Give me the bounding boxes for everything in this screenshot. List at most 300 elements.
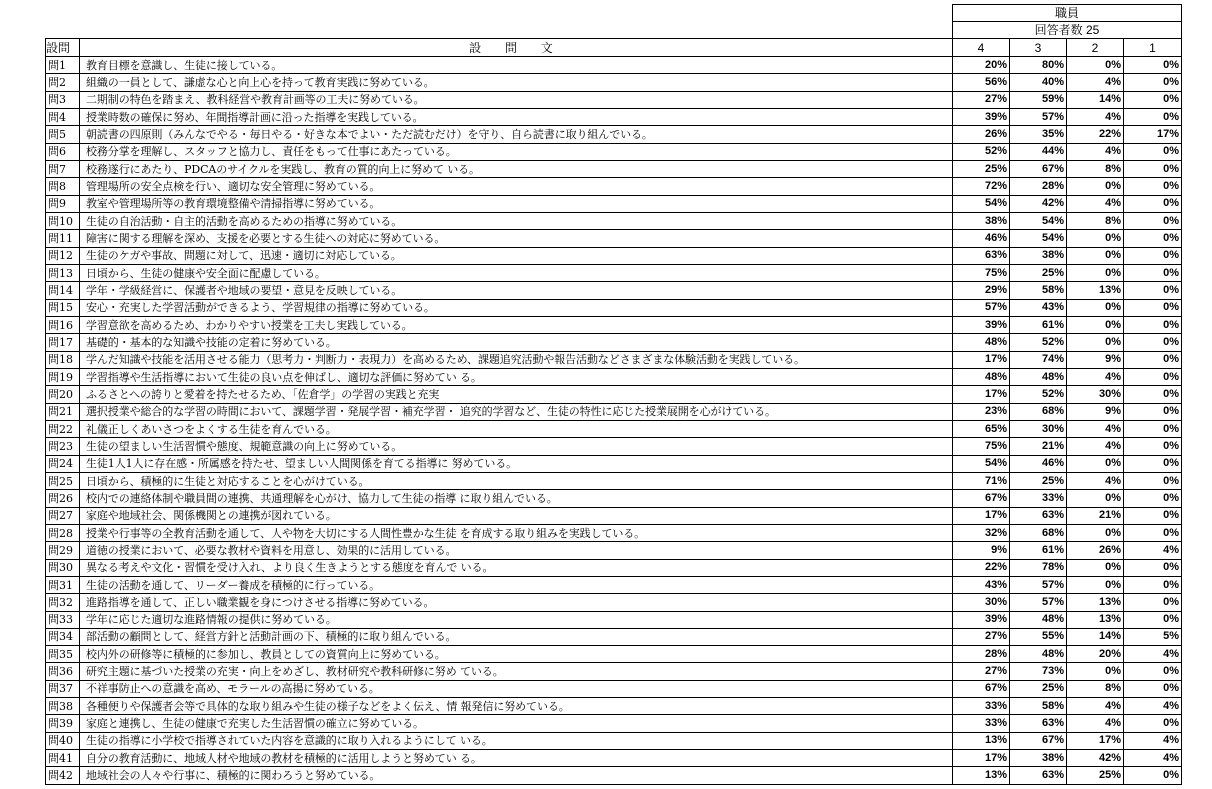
score-4-pct: 17% xyxy=(953,507,1010,524)
table-row xyxy=(46,351,1182,368)
score-3-pct: 40% xyxy=(1010,74,1067,91)
score-1-pct: 0% xyxy=(1124,74,1182,91)
score-3-pct: 52% xyxy=(1010,334,1067,351)
score-2-pct: 4% xyxy=(1067,108,1124,125)
table-row xyxy=(46,264,1182,281)
score-4-pct: 17% xyxy=(953,750,1010,767)
score-2-pct: 0% xyxy=(1067,316,1124,333)
scale-3-header: 3 xyxy=(1010,39,1067,57)
question-text: 安心・充実した学習活動ができるよう、学習規律の指導に努めている。 xyxy=(80,299,953,316)
score-2-pct: 0% xyxy=(1067,334,1124,351)
score-3-pct: 44% xyxy=(1010,143,1067,160)
score-4-pct: 30% xyxy=(953,594,1010,611)
table-row xyxy=(46,698,1182,715)
score-1-pct: 0% xyxy=(1124,715,1182,732)
question-text: 各種便りや保護者会等で具体的な取り組みや生徒の様子などをよく伝え、情 報発信に努めている。 xyxy=(80,698,953,715)
score-1-pct: 0% xyxy=(1124,490,1182,507)
score-4-pct: 65% xyxy=(953,420,1010,437)
question-text: 学年に応じた適切な進路情報の提供に努めている。 xyxy=(80,611,953,628)
table-row xyxy=(46,542,1182,559)
score-4-pct: 43% xyxy=(953,576,1010,593)
score-4-pct: 56% xyxy=(953,74,1010,91)
score-1-pct: 0% xyxy=(1124,143,1182,160)
question-id: 問3 xyxy=(46,91,80,108)
score-4-pct: 72% xyxy=(953,178,1010,195)
score-3-pct: 48% xyxy=(1010,368,1067,385)
table-row xyxy=(46,594,1182,611)
score-1-pct: 0% xyxy=(1124,91,1182,108)
score-1-pct: 0% xyxy=(1124,594,1182,611)
question-id: 問21 xyxy=(46,403,80,420)
score-4-pct: 54% xyxy=(953,195,1010,212)
question-text: 教室や管理場所等の教育環境整備や清掃指導に努めている。 xyxy=(80,195,953,212)
score-4-pct: 39% xyxy=(953,316,1010,333)
table-row xyxy=(46,74,1182,91)
question-id: 問22 xyxy=(46,420,80,437)
score-4-pct: 13% xyxy=(953,767,1010,784)
table-row xyxy=(46,628,1182,645)
table-row xyxy=(46,715,1182,732)
score-1-pct: 0% xyxy=(1124,420,1182,437)
score-2-pct: 0% xyxy=(1067,178,1124,195)
score-1-pct: 4% xyxy=(1124,732,1182,749)
score-2-pct: 8% xyxy=(1067,212,1124,229)
table-row xyxy=(46,143,1182,160)
score-2-pct: 8% xyxy=(1067,160,1124,177)
score-3-pct: 42% xyxy=(1010,195,1067,212)
score-1-pct: 0% xyxy=(1124,178,1182,195)
question-text: 研究主題に基づいた授業の充実・向上をめざし、教材研究や教科研修に努め ている。 xyxy=(80,663,953,680)
score-3-pct: 48% xyxy=(1010,611,1067,628)
score-1-pct: 0% xyxy=(1124,160,1182,177)
score-3-pct: 38% xyxy=(1010,750,1067,767)
survey-rows xyxy=(46,57,1182,785)
score-1-pct: 0% xyxy=(1124,368,1182,385)
score-1-pct: 0% xyxy=(1124,611,1182,628)
score-1-pct: 0% xyxy=(1124,247,1182,264)
question-id: 問23 xyxy=(46,438,80,455)
score-1-pct: 0% xyxy=(1124,264,1182,281)
score-1-pct: 0% xyxy=(1124,108,1182,125)
table-row xyxy=(46,160,1182,177)
table-row xyxy=(46,490,1182,507)
score-2-pct: 0% xyxy=(1067,57,1124,74)
score-2-pct: 9% xyxy=(1067,351,1124,368)
question-text: 二期制の特色を踏まえ、教科経営や教育計画等の工夫に努めている。 xyxy=(80,91,953,108)
question-text: 障害に関する理解を深め、支援を必要とする生徒への対応に努めている。 xyxy=(80,230,953,247)
score-2-pct: 0% xyxy=(1067,663,1124,680)
question-id: 問2 xyxy=(46,74,80,91)
score-1-pct: 0% xyxy=(1124,299,1182,316)
score-2-pct: 0% xyxy=(1067,559,1124,576)
score-1-pct: 0% xyxy=(1124,212,1182,229)
question-id: 問35 xyxy=(46,646,80,663)
score-1-pct: 0% xyxy=(1124,403,1182,420)
score-3-pct: 73% xyxy=(1010,663,1067,680)
score-2-pct: 4% xyxy=(1067,195,1124,212)
question-id: 問41 xyxy=(46,750,80,767)
score-2-pct: 0% xyxy=(1067,576,1124,593)
question-text: 校内外の研修等に積極的に参加し、教員としての資質向上に努めている。 xyxy=(80,646,953,663)
score-4-pct: 75% xyxy=(953,438,1010,455)
score-1-pct: 0% xyxy=(1124,507,1182,524)
table-row xyxy=(46,732,1182,749)
table-row xyxy=(46,611,1182,628)
question-text: 生徒の指導に小学校で指導されていた内容を意識的に取り入れるようにして いる。 xyxy=(80,732,953,749)
score-4-pct: 33% xyxy=(953,715,1010,732)
score-1-pct: 0% xyxy=(1124,334,1182,351)
score-3-pct: 54% xyxy=(1010,230,1067,247)
score-1-pct: 0% xyxy=(1124,455,1182,472)
table-row xyxy=(46,559,1182,576)
table-row xyxy=(46,212,1182,229)
score-4-pct: 28% xyxy=(953,646,1010,663)
score-2-pct: 0% xyxy=(1067,524,1124,541)
question-id: 問39 xyxy=(46,715,80,732)
score-1-pct: 0% xyxy=(1124,316,1182,333)
question-id: 問19 xyxy=(46,368,80,385)
table-row xyxy=(46,403,1182,420)
score-1-pct: 0% xyxy=(1124,230,1182,247)
question-text: 礼儀正しくあいさつをよくする生徒を育んでいる。 xyxy=(80,420,953,437)
question-id: 問5 xyxy=(46,126,80,143)
question-id: 問9 xyxy=(46,195,80,212)
score-3-pct: 63% xyxy=(1010,715,1067,732)
score-3-pct: 25% xyxy=(1010,264,1067,281)
score-3-pct: 25% xyxy=(1010,680,1067,697)
score-3-pct: 21% xyxy=(1010,438,1067,455)
score-1-pct: 0% xyxy=(1124,282,1182,299)
question-id: 問33 xyxy=(46,611,80,628)
question-id: 問24 xyxy=(46,455,80,472)
score-4-pct: 48% xyxy=(953,334,1010,351)
score-4-pct: 48% xyxy=(953,368,1010,385)
score-2-pct: 13% xyxy=(1067,282,1124,299)
score-4-pct: 17% xyxy=(953,386,1010,403)
score-3-pct: 55% xyxy=(1010,628,1067,645)
score-2-pct: 17% xyxy=(1067,732,1124,749)
score-1-pct: 0% xyxy=(1124,559,1182,576)
question-text: 生徒1人1人に存在感・所属感を持たせ、望ましい人間関係を育てる指導に 努めている。 xyxy=(80,455,953,472)
question-id-header: 設問 xyxy=(46,39,80,57)
score-1-pct: 0% xyxy=(1124,57,1182,74)
table-row xyxy=(46,108,1182,125)
table-row xyxy=(46,334,1182,351)
question-id: 問28 xyxy=(46,524,80,541)
question-text: 朝読書の四原則（みんなでやる・毎日やる・好きな本でよい・ただ読むだけ）を守り、自ら読書に取り組んでいる。 xyxy=(80,126,953,143)
question-text: 不祥事防止への意識を高め、モラールの高揚に努めている。 xyxy=(80,680,953,697)
question-id: 問31 xyxy=(46,576,80,593)
question-id: 問36 xyxy=(46,663,80,680)
question-id: 問42 xyxy=(46,767,80,784)
table-row xyxy=(46,524,1182,541)
score-1-pct: 0% xyxy=(1124,576,1182,593)
table-row xyxy=(46,576,1182,593)
score-3-pct: 30% xyxy=(1010,420,1067,437)
score-4-pct: 38% xyxy=(953,212,1010,229)
score-3-pct: 63% xyxy=(1010,507,1067,524)
score-4-pct: 20% xyxy=(953,57,1010,74)
score-4-pct: 39% xyxy=(953,611,1010,628)
question-id: 問20 xyxy=(46,386,80,403)
question-id: 問27 xyxy=(46,507,80,524)
score-2-pct: 22% xyxy=(1067,126,1124,143)
score-4-pct: 23% xyxy=(953,403,1010,420)
question-id: 問7 xyxy=(46,160,80,177)
score-1-pct: 0% xyxy=(1124,438,1182,455)
question-text: 道徳の授業において、必要な教材や資料を用意し、効果的に活用している。 xyxy=(80,542,953,559)
table-row xyxy=(46,420,1182,437)
table-row xyxy=(46,57,1182,74)
table-row xyxy=(46,646,1182,663)
score-3-pct: 38% xyxy=(1010,247,1067,264)
score-1-pct: 4% xyxy=(1124,646,1182,663)
table-row xyxy=(46,195,1182,212)
question-id: 問26 xyxy=(46,490,80,507)
score-2-pct: 13% xyxy=(1067,611,1124,628)
question-text: 授業や行事等の全教育活動を通して、人や物を大切にする人間性豊かな生徒 を育成する取り組みを実践している。 xyxy=(80,524,953,541)
group-header: 職員 xyxy=(953,5,1182,22)
score-2-pct: 25% xyxy=(1067,767,1124,784)
score-4-pct: 9% xyxy=(953,542,1010,559)
score-3-pct: 57% xyxy=(1010,594,1067,611)
score-2-pct: 4% xyxy=(1067,368,1124,385)
table-row xyxy=(46,247,1182,264)
score-2-pct: 9% xyxy=(1067,403,1124,420)
score-2-pct: 8% xyxy=(1067,680,1124,697)
score-4-pct: 67% xyxy=(953,490,1010,507)
score-3-pct: 54% xyxy=(1010,212,1067,229)
score-4-pct: 46% xyxy=(953,230,1010,247)
question-text-header: 設 問 文 xyxy=(80,39,953,57)
score-4-pct: 26% xyxy=(953,126,1010,143)
question-id: 問4 xyxy=(46,108,80,125)
score-2-pct: 30% xyxy=(1067,386,1124,403)
question-text: ふるさとへの誇りと愛着を持たせるため、「佐倉学」の学習の実践と充実 xyxy=(80,386,953,403)
question-text: 生徒の望ましい生活習慣や態度、規範意識の向上に努めている。 xyxy=(80,438,953,455)
score-2-pct: 0% xyxy=(1067,247,1124,264)
score-2-pct: 14% xyxy=(1067,628,1124,645)
question-text: 選択授業や総合的な学習の時間において、課題学習・発展学習・補充学習・ 追究的学習など、生徒の特性に応じた授業展開を心がけている。 xyxy=(80,403,953,420)
score-2-pct: 26% xyxy=(1067,542,1124,559)
question-id: 問25 xyxy=(46,472,80,489)
table-row xyxy=(46,282,1182,299)
score-2-pct: 13% xyxy=(1067,594,1124,611)
score-4-pct: 17% xyxy=(953,351,1010,368)
score-1-pct: 0% xyxy=(1124,195,1182,212)
score-1-pct: 0% xyxy=(1124,386,1182,403)
table-row xyxy=(46,299,1182,316)
question-text: 日頃から、生徒の健康や安全面に配慮している。 xyxy=(80,264,953,281)
question-text: 学習指導や生活指導において生徒の良い点を伸ばし、適切な評価に努めてい る。 xyxy=(80,368,953,385)
score-1-pct: 17% xyxy=(1124,126,1182,143)
score-3-pct: 28% xyxy=(1010,178,1067,195)
score-4-pct: 29% xyxy=(953,282,1010,299)
question-id: 問10 xyxy=(46,212,80,229)
score-3-pct: 59% xyxy=(1010,91,1067,108)
score-3-pct: 68% xyxy=(1010,403,1067,420)
question-id: 問8 xyxy=(46,178,80,195)
table-row xyxy=(46,680,1182,697)
question-text: 日頃から、積極的に生徒と対応することを心がけている。 xyxy=(80,472,953,489)
score-4-pct: 27% xyxy=(953,663,1010,680)
score-3-pct: 61% xyxy=(1010,542,1067,559)
score-3-pct: 67% xyxy=(1010,160,1067,177)
score-1-pct: 5% xyxy=(1124,628,1182,645)
score-1-pct: 0% xyxy=(1124,351,1182,368)
score-3-pct: 25% xyxy=(1010,472,1067,489)
question-text: 学んだ知識や技能を活用させる能力（思考力・判断力・表現力）を高めるため、課題追究活動や報告活動などさまざまな体験活動を実践している。 xyxy=(80,351,953,368)
score-3-pct: 61% xyxy=(1010,316,1067,333)
score-2-pct: 21% xyxy=(1067,507,1124,524)
table-row xyxy=(46,126,1182,143)
score-2-pct: 0% xyxy=(1067,264,1124,281)
question-id: 問12 xyxy=(46,247,80,264)
score-1-pct: 0% xyxy=(1124,663,1182,680)
question-id: 問13 xyxy=(46,264,80,281)
question-text: 授業時数の確保に努め、年間指導計画に沿った指導を実践している。 xyxy=(80,108,953,125)
table-row xyxy=(46,663,1182,680)
question-text: 家庭や地域社会、関係機関との連携が図れている。 xyxy=(80,507,953,524)
table-row xyxy=(46,455,1182,472)
question-text: 生徒のケガや事故、問題に対して、迅速・適切に対応している。 xyxy=(80,247,953,264)
score-3-pct: 52% xyxy=(1010,386,1067,403)
survey-sheet xyxy=(45,4,1181,785)
score-2-pct: 4% xyxy=(1067,74,1124,91)
score-4-pct: 75% xyxy=(953,264,1010,281)
score-3-pct: 67% xyxy=(1010,732,1067,749)
score-4-pct: 32% xyxy=(953,524,1010,541)
table-row xyxy=(46,507,1182,524)
question-id: 問11 xyxy=(46,230,80,247)
score-1-pct: 0% xyxy=(1124,472,1182,489)
question-id: 問15 xyxy=(46,299,80,316)
score-2-pct: 4% xyxy=(1067,698,1124,715)
scale-2-header: 2 xyxy=(1067,39,1124,57)
question-text: 学習意欲を高めるため、わかりやすい授業を工夫し実践している。 xyxy=(80,316,953,333)
score-1-pct: 0% xyxy=(1124,680,1182,697)
question-text: 生徒の活動を通して、リーダー養成を積極的に行っている。 xyxy=(80,576,953,593)
score-2-pct: 4% xyxy=(1067,438,1124,455)
score-4-pct: 57% xyxy=(953,299,1010,316)
question-id: 問38 xyxy=(46,698,80,715)
question-id: 問40 xyxy=(46,732,80,749)
question-text: 基礎的・基本的な知識や技能の定着に努めている。 xyxy=(80,334,953,351)
score-3-pct: 35% xyxy=(1010,126,1067,143)
table-row xyxy=(46,368,1182,385)
table-row xyxy=(46,230,1182,247)
score-4-pct: 52% xyxy=(953,143,1010,160)
table-row xyxy=(46,386,1182,403)
scale-1-header: 1 xyxy=(1124,39,1182,57)
question-id: 問14 xyxy=(46,282,80,299)
table-row xyxy=(46,750,1182,767)
score-4-pct: 54% xyxy=(953,455,1010,472)
score-2-pct: 4% xyxy=(1067,715,1124,732)
score-2-pct: 0% xyxy=(1067,490,1124,507)
question-id: 問18 xyxy=(46,351,80,368)
score-4-pct: 27% xyxy=(953,628,1010,645)
score-3-pct: 58% xyxy=(1010,282,1067,299)
score-2-pct: 4% xyxy=(1067,143,1124,160)
question-text: 学年・学級経営に、保護者や地域の要望・意見を反映している。 xyxy=(80,282,953,299)
question-id: 問30 xyxy=(46,559,80,576)
score-3-pct: 33% xyxy=(1010,490,1067,507)
table-row xyxy=(46,91,1182,108)
score-1-pct: 4% xyxy=(1124,698,1182,715)
question-id: 問6 xyxy=(46,143,80,160)
score-4-pct: 39% xyxy=(953,108,1010,125)
score-1-pct: 0% xyxy=(1124,767,1182,784)
score-4-pct: 67% xyxy=(953,680,1010,697)
table-row xyxy=(46,438,1182,455)
score-3-pct: 48% xyxy=(1010,646,1067,663)
question-text: 管理場所の安全点検を行い、適切な安全管理に努めている。 xyxy=(80,178,953,195)
question-id: 問34 xyxy=(46,628,80,645)
scale-4-header: 4 xyxy=(953,39,1010,57)
score-3-pct: 57% xyxy=(1010,576,1067,593)
question-text: 教育目標を意識し、生徒に接している。 xyxy=(80,57,953,74)
question-text: 地域社会の人々や行事に、積極的に関わろうと努めている。 xyxy=(80,767,953,784)
score-2-pct: 0% xyxy=(1067,455,1124,472)
score-4-pct: 27% xyxy=(953,91,1010,108)
table-row xyxy=(46,178,1182,195)
score-2-pct: 0% xyxy=(1067,230,1124,247)
survey-table xyxy=(45,4,1182,785)
score-1-pct: 4% xyxy=(1124,542,1182,559)
question-id: 問1 xyxy=(46,57,80,74)
score-3-pct: 46% xyxy=(1010,455,1067,472)
score-3-pct: 78% xyxy=(1010,559,1067,576)
question-id: 問17 xyxy=(46,334,80,351)
question-text: 組織の一員として、謙虚な心と向上心を持って教育実践に努めている。 xyxy=(80,74,953,91)
score-4-pct: 33% xyxy=(953,698,1010,715)
table-row xyxy=(46,316,1182,333)
question-id: 問29 xyxy=(46,542,80,559)
question-text: 校務遂行にあたり、PDCAのサイクルを実践し、教育の質的向上に努めて いる。 xyxy=(80,160,953,177)
score-4-pct: 25% xyxy=(953,160,1010,177)
score-1-pct: 4% xyxy=(1124,750,1182,767)
score-2-pct: 14% xyxy=(1067,91,1124,108)
score-3-pct: 57% xyxy=(1010,108,1067,125)
score-4-pct: 22% xyxy=(953,559,1010,576)
question-text: 部活動の顧問として、経営方針と活動計画の下、積極的に取り組んでいる。 xyxy=(80,628,953,645)
question-text: 異なる考えや文化・習慣を受け入れ、より良く生きようとする態度を育んで いる。 xyxy=(80,559,953,576)
score-2-pct: 0% xyxy=(1067,299,1124,316)
score-3-pct: 74% xyxy=(1010,351,1067,368)
table-row xyxy=(46,472,1182,489)
question-text: 生徒の自治活動・自主的活動を高めるための指導に努めている。 xyxy=(80,212,953,229)
question-text: 校務分掌を理解し、スタッフと協力し、責任をもって仕事にあたっている。 xyxy=(80,143,953,160)
question-id: 問37 xyxy=(46,680,80,697)
score-2-pct: 20% xyxy=(1067,646,1124,663)
score-3-pct: 80% xyxy=(1010,57,1067,74)
question-id: 問16 xyxy=(46,316,80,333)
score-4-pct: 13% xyxy=(953,732,1010,749)
score-4-pct: 63% xyxy=(953,247,1010,264)
question-text: 進路指導を通して、正しい職業観を身につけさせる指導に努めている。 xyxy=(80,594,953,611)
score-2-pct: 4% xyxy=(1067,472,1124,489)
question-text: 自分の教育活動に、地域人材や地域の教材を積極的に活用しようと努めてい る。 xyxy=(80,750,953,767)
score-4-pct: 71% xyxy=(953,472,1010,489)
question-text: 家庭と連携し、生徒の健康で充実した生活習慣の確立に努めている。 xyxy=(80,715,953,732)
score-3-pct: 63% xyxy=(1010,767,1067,784)
score-2-pct: 4% xyxy=(1067,420,1124,437)
score-1-pct: 0% xyxy=(1124,524,1182,541)
score-3-pct: 43% xyxy=(1010,299,1067,316)
score-2-pct: 42% xyxy=(1067,750,1124,767)
table-row xyxy=(46,767,1182,784)
